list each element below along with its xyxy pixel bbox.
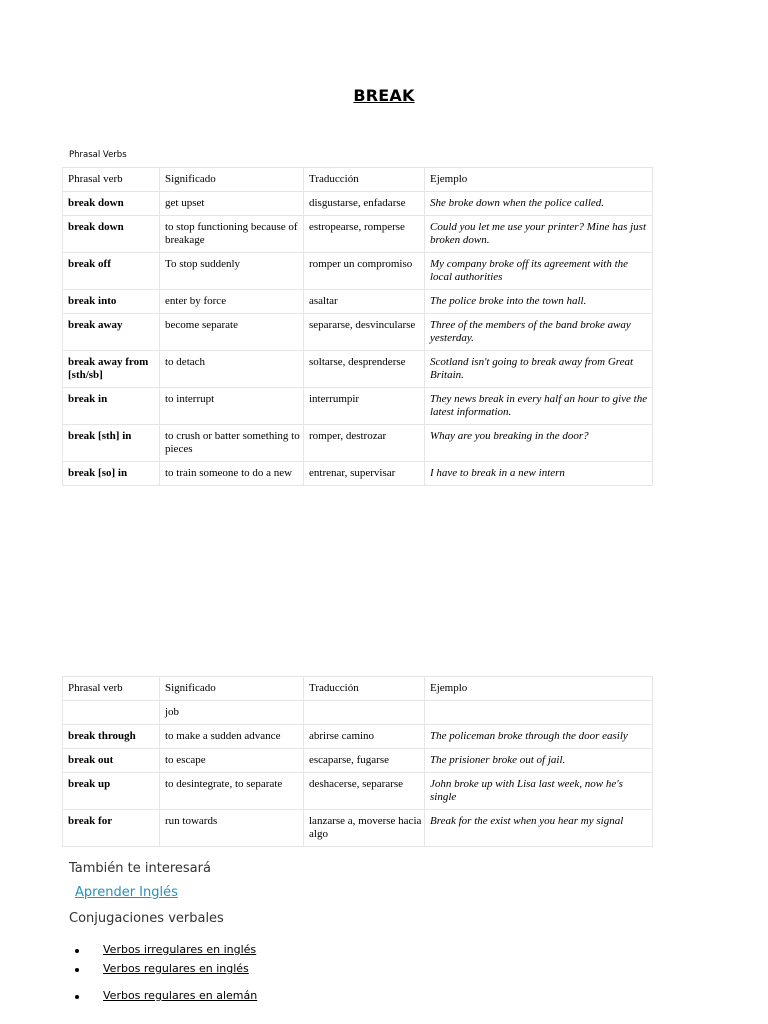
cell-meaning: get upset xyxy=(160,192,304,216)
cell-phrasal-verb xyxy=(63,701,160,725)
cell-example: Could you let me use your printer? Mine has just broken down. xyxy=(425,216,653,253)
cell-meaning: to desintegrate, to separate xyxy=(160,773,304,810)
column-header: Traducción xyxy=(304,168,425,192)
list-item xyxy=(75,943,256,962)
table-row xyxy=(63,290,653,314)
cell-phrasal-verb: break out xyxy=(63,749,160,773)
table-row xyxy=(63,773,653,810)
cell-translation: asaltar xyxy=(304,290,425,314)
table-header-row xyxy=(63,168,653,192)
table-row xyxy=(63,425,653,462)
cell-example: Three of the members of the band broke away yesterday. xyxy=(425,314,653,351)
table-row xyxy=(63,749,653,773)
table-caption: Phrasal Verbs xyxy=(69,150,127,160)
column-header: Significado xyxy=(160,168,304,192)
cell-example: John broke up with Lisa last week, now he's single xyxy=(425,773,653,810)
cell-translation: entrenar, supervisar xyxy=(304,462,425,486)
column-header: Ejemplo xyxy=(425,168,653,192)
table-row xyxy=(63,216,653,253)
cell-meaning: To stop suddenly xyxy=(160,253,304,290)
cell-example: Whay are you breaking in the door? xyxy=(425,425,653,462)
cell-meaning: to crush or batter something to pieces xyxy=(160,425,304,462)
regular-verbs-german-link[interactable]: Verbos regulares en alemán xyxy=(103,989,258,1002)
list-item xyxy=(75,962,256,981)
cell-example: She broke down when the police called. xyxy=(425,192,653,216)
cell-example: The police broke into the town hall. xyxy=(425,290,653,314)
cell-example: The policeman broke through the door easily xyxy=(425,725,653,749)
cell-phrasal-verb: break [so] in xyxy=(63,462,160,486)
cell-phrasal-verb: break in xyxy=(63,388,160,425)
table-row xyxy=(63,462,653,486)
table-row xyxy=(63,810,653,847)
conjugation-links-2 xyxy=(75,989,257,1008)
cell-example xyxy=(425,701,653,725)
cell-meaning: to train someone to do a new xyxy=(160,462,304,486)
cell-phrasal-verb: break up xyxy=(63,773,160,810)
regular-verbs-english-link[interactable]: Verbos regulares en inglés xyxy=(103,962,249,975)
cell-example: Break for the exist when you hear my signal xyxy=(425,810,653,847)
cell-example: The prisioner broke out of jail. xyxy=(425,749,653,773)
cell-translation: lanzarse a, moverse hacia algo xyxy=(304,810,425,847)
column-header: Phrasal verb xyxy=(63,677,160,701)
cell-phrasal-verb: break down xyxy=(63,216,160,253)
cell-phrasal-verb: break away xyxy=(63,314,160,351)
related-heading: También te interesará xyxy=(69,861,211,876)
phrasal-verbs-table-1 xyxy=(62,167,653,486)
table-row xyxy=(63,388,653,425)
cell-meaning: run towards xyxy=(160,810,304,847)
phrasal-verbs-table-2 xyxy=(62,676,653,847)
cell-phrasal-verb: break down xyxy=(63,192,160,216)
column-header: Ejemplo xyxy=(425,677,653,701)
cell-translation: estropearse, romperse xyxy=(304,216,425,253)
table-row xyxy=(63,314,653,351)
cell-example: Scotland isn't going to break away from Great Britain. xyxy=(425,351,653,388)
cell-meaning: to escape xyxy=(160,749,304,773)
page-title: BREAK xyxy=(353,86,415,105)
table-row xyxy=(63,725,653,749)
cell-meaning: to make a sudden advance xyxy=(160,725,304,749)
list-item xyxy=(75,989,257,1008)
cell-translation xyxy=(304,701,425,725)
learn-english-link[interactable]: Aprender Inglés xyxy=(75,885,178,900)
table-row xyxy=(63,701,653,725)
table-row xyxy=(63,351,653,388)
cell-meaning: job xyxy=(160,701,304,725)
cell-translation: abrirse camino xyxy=(304,725,425,749)
table-header-row xyxy=(63,677,653,701)
cell-phrasal-verb: break away from [sth/sb] xyxy=(63,351,160,388)
cell-phrasal-verb: break through xyxy=(63,725,160,749)
column-header: Significado xyxy=(160,677,304,701)
cell-translation: soltarse, desprenderse xyxy=(304,351,425,388)
cell-translation: separarse, desvincularse xyxy=(304,314,425,351)
cell-meaning: enter by force xyxy=(160,290,304,314)
cell-phrasal-verb: break into xyxy=(63,290,160,314)
cell-meaning: to stop functioning because of breakage xyxy=(160,216,304,253)
cell-phrasal-verb: break [sth] in xyxy=(63,425,160,462)
irregular-verbs-english-link[interactable]: Verbos irregulares en inglés xyxy=(103,943,257,956)
cell-translation: escaparse, fugarse xyxy=(304,749,425,773)
learn-english-link-row[interactable] xyxy=(69,885,178,900)
cell-meaning: to interrupt xyxy=(160,388,304,425)
cell-example: My company broke off its agreement with the local authorities xyxy=(425,253,653,290)
cell-translation: romper, destrozar xyxy=(304,425,425,462)
conjugations-heading: Conjugaciones verbales xyxy=(69,911,224,926)
column-header: Traducción xyxy=(304,677,425,701)
cell-phrasal-verb: break for xyxy=(63,810,160,847)
cell-phrasal-verb: break off xyxy=(63,253,160,290)
table-row xyxy=(63,192,653,216)
cell-meaning: become separate xyxy=(160,314,304,351)
cell-meaning: to detach xyxy=(160,351,304,388)
cell-example: They news break in every half an hour to give the latest information. xyxy=(425,388,653,425)
cell-translation: romper un compromiso xyxy=(304,253,425,290)
table-row xyxy=(63,253,653,290)
cell-example: I have to break in a new intern xyxy=(425,462,653,486)
conjugation-links xyxy=(75,943,256,981)
cell-translation: disgustarse, enfadarse xyxy=(304,192,425,216)
cell-translation: deshacerse, separarse xyxy=(304,773,425,810)
column-header: Phrasal verb xyxy=(63,168,160,192)
cell-translation: interrumpir xyxy=(304,388,425,425)
